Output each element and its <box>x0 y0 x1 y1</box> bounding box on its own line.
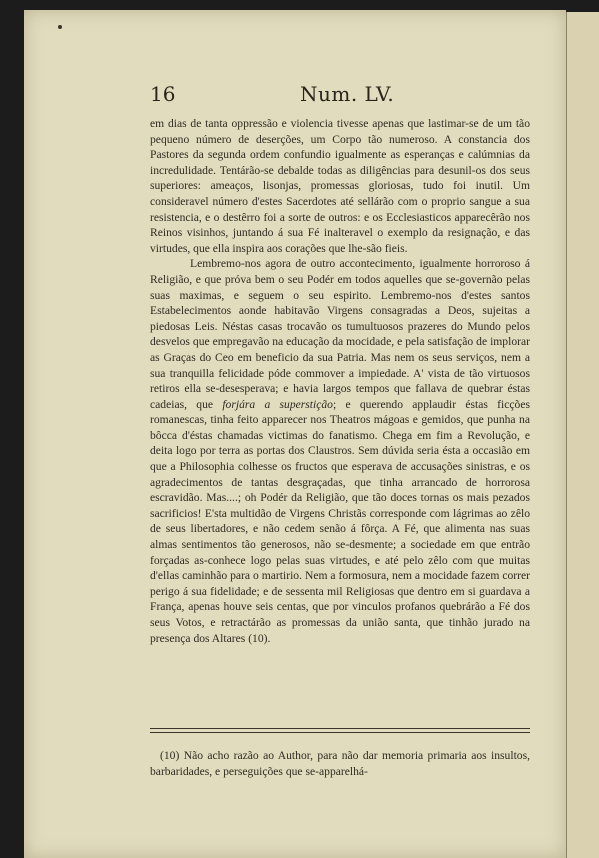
paragraph-2-part-2: ; e querendo applaudir éstas ficções romanescas, tinha feito apparecer nos Theatros mágoas e gemidos, que punha na bôcca d'éstas chamadas victimas do fanatismo. Chega em fim a Revolução, e deita logo por terra as portas dos Claustros. Sem dúvida seria ésta a occasião em que a Philosophia colhesse os fructos que esperava de accusações sinistras, e os agradecimentos de tantas desgraçadas, que tinha arrancado de horrorosa escravidão. Mas....; oh Podér da Religião, que tão doces tornas os mais pezados sacrificios! E'sta multidão de Virgens Christãs corresponde com lágrimas ao zêlo de seus libertadores, e não cedem senão á fôrça. A Fé, que alimenta nas suas almas sentimentos tão generosos, não se-desmente; a sociedade em que entrão forçadas as-conhece logo pelas suas virtudes, e até pelo zêlo com que muitas d'ellas caminhão para o martirio. Nem a formosura, nem a mocidade fazem correr perigo á sua fidelidade; e de sessenta mil Religiosas que dentro em si guardava a França, apenas houve seis centas, que por vinculos profanos quebrárão a Fé dos seus Votos, e retractárão as promessas da união santa, que tinhão jurado na presença dos Altares (10). <box>150 397 530 645</box>
footnote-rule <box>150 728 530 729</box>
page-header <box>150 80 530 106</box>
running-head: Num. LV. <box>300 82 395 106</box>
paragraph-2-part-1: Lembremo-nos agora de outro accontecimento, igualmente horroroso á Religião, e que próva bem o seu Podér em todos aquelles que se-governão pelas suas maximas, e seguem o seu espirito. Lembremo-nos d'estes santos Estabelecimentos aonde habitavão Virgens consagradas a Deos, sujeitas a piedosas Leis. Néstas casas trocavão os tumultuosos prazeres do Mundo pelos desvelos que empregavão na educação da mocidade, e pela satisfação de implorar as Graças do Ceo em beneficio da sua Patria. Mas nem os seus serviços, nem a sua tranquilla felicidade póde commover a impiedade. A' vista de tão virtuosos retiros ella se-desesperava; e havia largos tempos que fallava de quebrar éstas cadeias, que <box>150 257 530 411</box>
paragraph-2-italic: forjára a superstição <box>222 397 333 411</box>
footnote-text: Não acho razão ao Author, para não dar memoria primaria aos insultos, barbaridades, e perseguições que se-apparelhá- <box>150 749 530 778</box>
footnote-label: (10) <box>160 749 180 762</box>
ink-spot <box>58 25 62 29</box>
adjacent-page-edge <box>566 12 599 858</box>
footnote-rule-thin <box>150 732 530 733</box>
footnote <box>150 748 530 780</box>
page-number: 16 <box>150 82 176 106</box>
body-text <box>150 116 530 646</box>
paragraph-2 <box>150 256 530 646</box>
paragraph-1: em dias de tanta oppressão e violencia tivesse apenas que lastimar-se de um tão pequeno número de deserções, um Corpo tão numeroso. A constancia dos Pastores da segunda ordem confundio igualmente as esperanças e calúmnias da incredulidade. Tentárão-se debalde todas as diligências para desunil-os dos seus superiores: ameaços, lisonjas, promessas gloriosas, tudo foi inutil. Um consideravel número d'estes Sacerdotes até sellárão com o proprio sangue a sua resistencia, e o destêrro foi a sorte de outros: e os Ecclesiasticos apparecêrão nos Reinos visinhos, juntando á sua Fé inalteravel o exemplo da resignação, e das virtudes, que ella inspira aos corações que lhe-são fieis. <box>150 117 530 255</box>
